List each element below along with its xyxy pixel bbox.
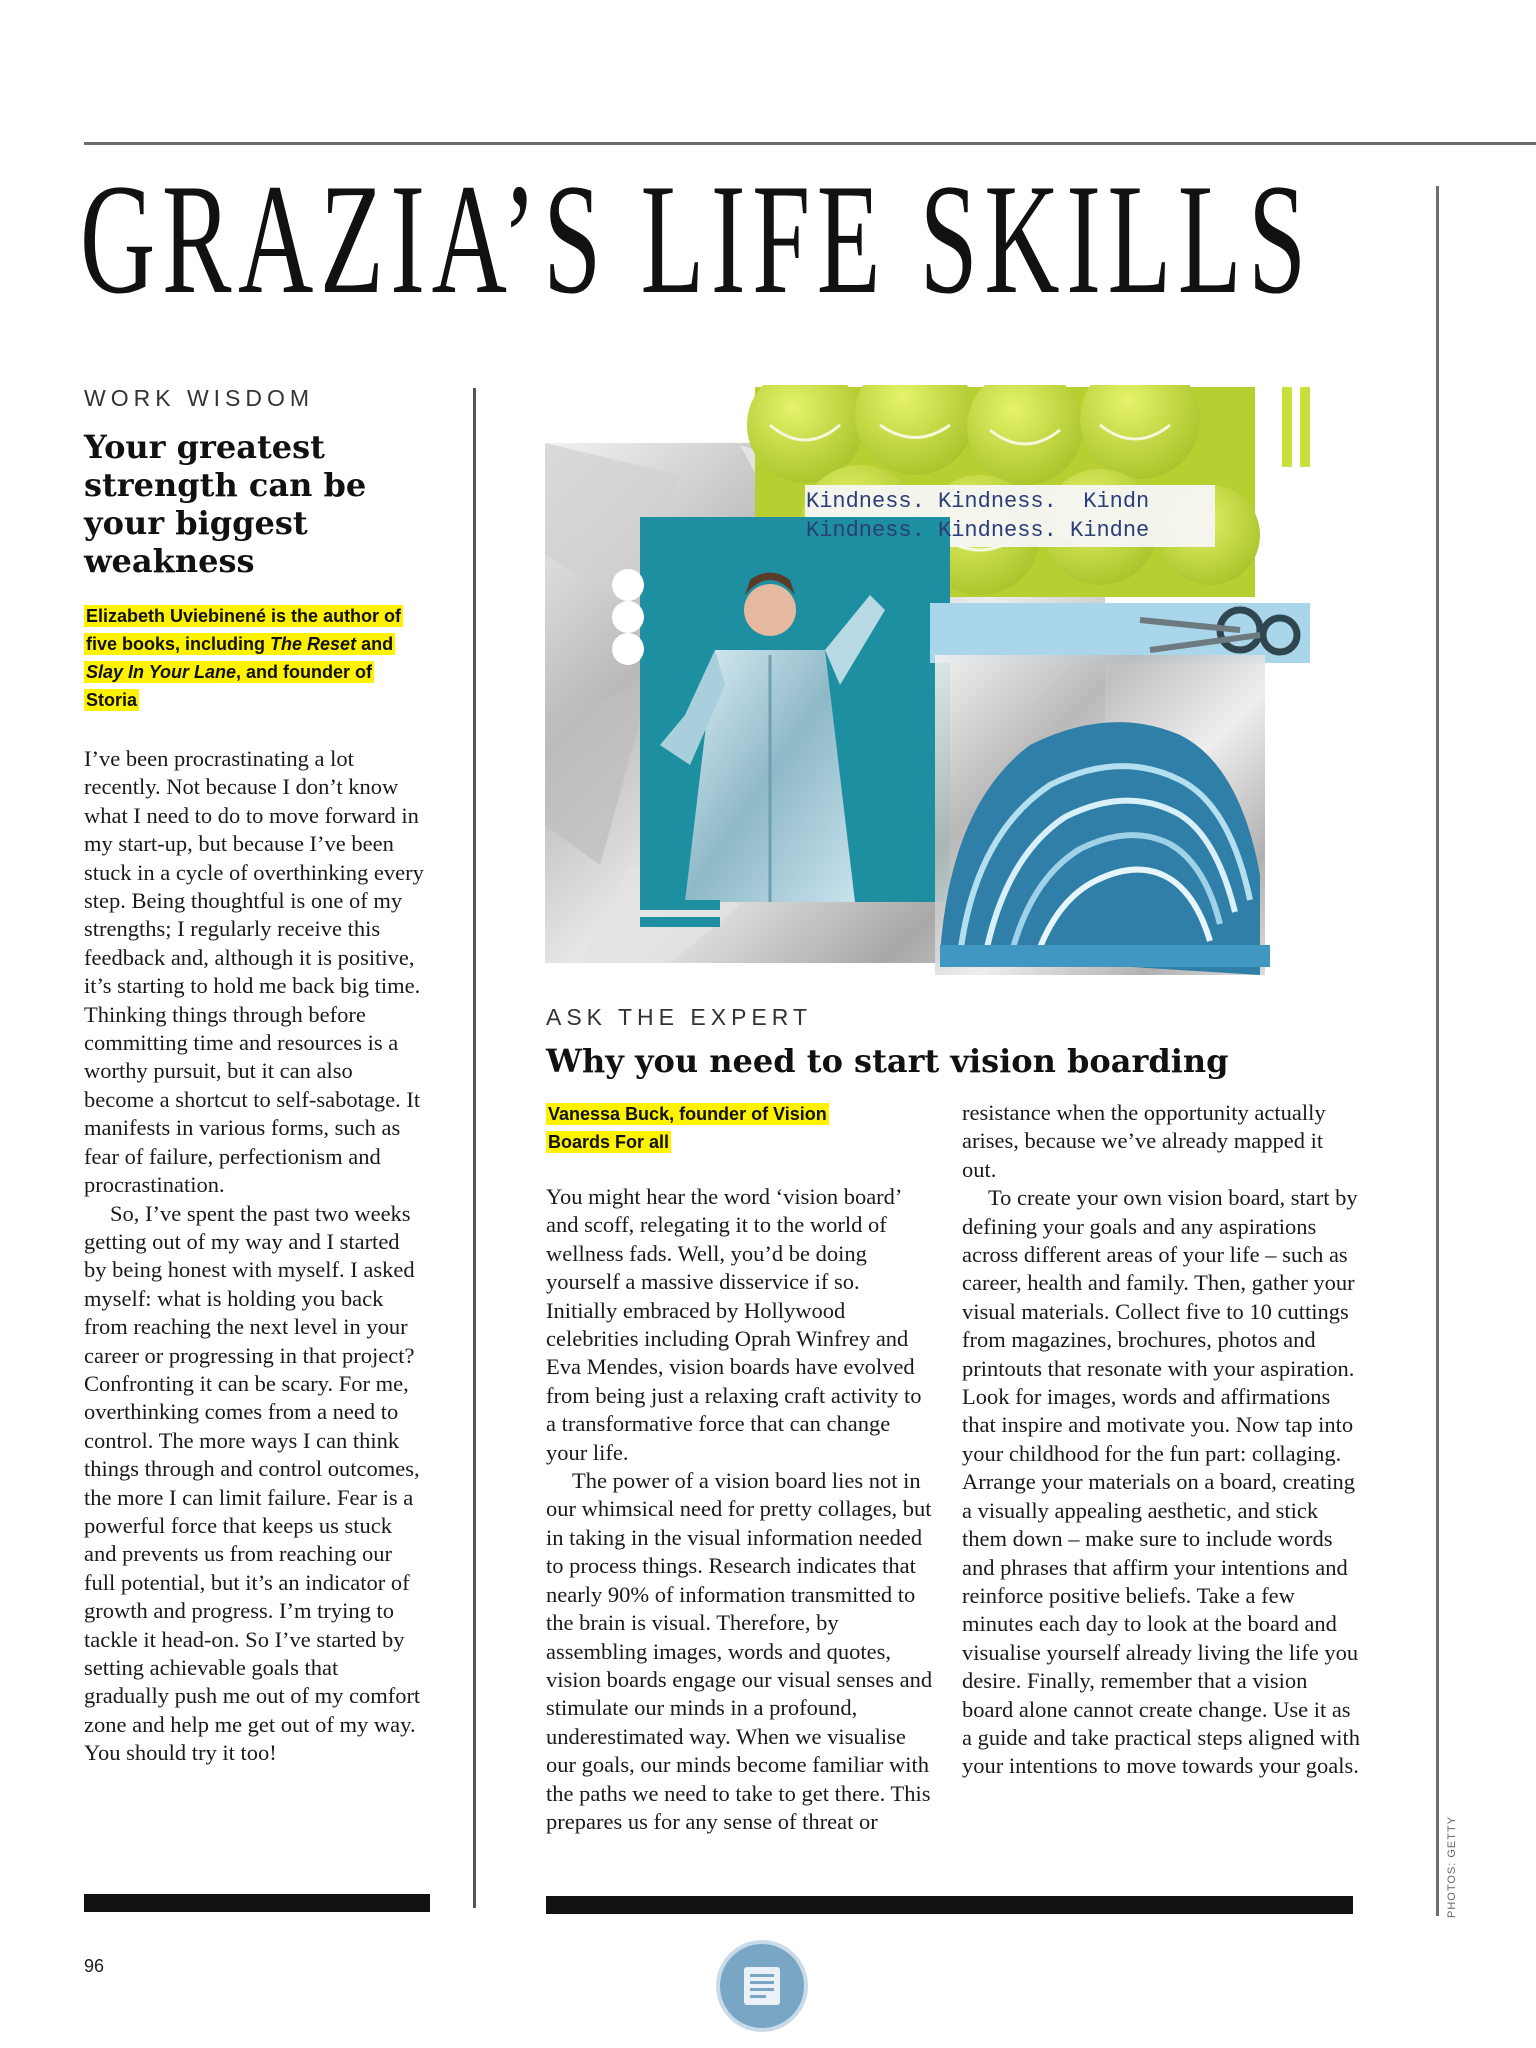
kindness-line: Kindness. Kindness. Kindn [806,489,1150,514]
photo-credit: PHOTOS: GETTY [1446,1815,1458,1918]
left-paragraph: I’ve been procrastinating a lot recently. Not because I don’t know what I need to do to move forward in my start-up, but because I’ve been stuck in a cycle of overthinking every step. Being thoughtful is one of my strengths; I regularly receive this feedback and, although it is positive, it’s starting to hold me back big time. Thinking things through before committing time and resources is a worthy pursuit, but it can also become a shortcut to self-sabotage. It manifests in various forms, such as fear of failure, perfectionism and procrastination. [84,746,424,1198]
left-kicker: WORK WISDOM [84,385,315,411]
article-menu-button[interactable] [720,1944,804,2028]
right-footer-bar [546,1896,1353,1914]
right-paragraph: You might hear the word ‘vision board’ and scoff, relegating it to the world of wellness fads. Well, you’d be doing yourself a massive disservice if so. Initially embraced by Hollywood celebrities including Oprah Winfrey and Eva Mendes, vision boards have evolved from being just a relaxing craft activity to a transformative force that can change your life. [546,1184,922,1465]
right-paragraph: resistance when the opportunity actually arises, because we’ve already mapped it out. [962,1100,1326,1182]
left-paragraph: So, I’ve spent the past two weeks getting out of my way and I started by being honest with myself. I asked myself: what is holding you back from reaching the next level in your career or progressing in that project? Confronting it can be scary. For me, overthinking comes from a need to control. The more ways I can think things through and control outcomes, the more I can limit failure. Fear is a powerful force that keeps us stuck and prevents us from reaching our full potential, but it’s an indicator of growth and progress. I’m trying to tackle it head-on. So I’ve started by setting achievable goals that gradually push me out of my comfort zone and help me get out of my way. You should try it too! [84,1200,421,1766]
right-byline: Vanessa Buck, founder of Vision Boards For all [548,1104,827,1152]
right-kicker: ASK THE EXPERT [546,1004,812,1030]
collage-image [540,385,1320,975]
top-rule [84,142,1536,145]
left-headline: Your greatest strength can be your biggest weakness [84,428,367,580]
kindness-line: Kindness. Kindness. Kindne [806,518,1150,543]
masthead-title: GRAZIA’S LIFE SKILLS [80,152,1313,327]
right-paragraph: The power of a vision board lies not in our whimsical need for pretty collages, but in taking in the visual information needed to process things. Research indicates that nearly 90% of information transmitted to the brain is visual. Therefore, by assembling images, words and quotes, vision boards engage our visual senses and stimulate our minds in a profound, underestimated way. When we visualise our goals, our minds become familiar with the paths we need to take to get there. This prepares us for any sense of threat or [546,1468,933,1834]
left-footer-bar [84,1894,430,1912]
document-list-icon [740,1964,784,2008]
right-column-rule [1436,186,1439,1916]
right-body-column-2 [962,1099,1362,1781]
right-paragraph: To create your own vision board, start by defining your goals and any aspirations across different areas of your life – such as career, health and family. Then, gather your visual materials. Collect five to 10 cuttings from magazines, brochures, photos and printouts that resonate with your aspiration. Look for images, words and affirmations that inspire and motivate you. Now tap into your childhood for the fun part: collaging. Arrange your materials on a board, creating a visually appealing aesthetic, and stick them down – make sure to include words and phrases that affirm your intentions and reinforce positive beliefs. Take a few minutes each day to look at the board and visualise yourself already living the life you desire. Finally, remember that a vision board alone cannot create change. Use it as a guide and take practical steps aligned with your intentions to move towards your goals. [962,1185,1360,1779]
left-byline: Elizabeth Uviebinené is the author of five books, including The Reset and Slay In Your Lane, and founder of Storia [86,606,402,710]
right-body-column-1 [546,1183,934,1836]
page-number: 96 [84,1956,105,1976]
vision-board-collage [540,385,1320,975]
column-divider [473,388,476,1908]
kindness-text [806,487,1149,545]
left-body [84,745,426,1768]
right-headline: Why you need to start vision boarding [546,1042,1229,1080]
